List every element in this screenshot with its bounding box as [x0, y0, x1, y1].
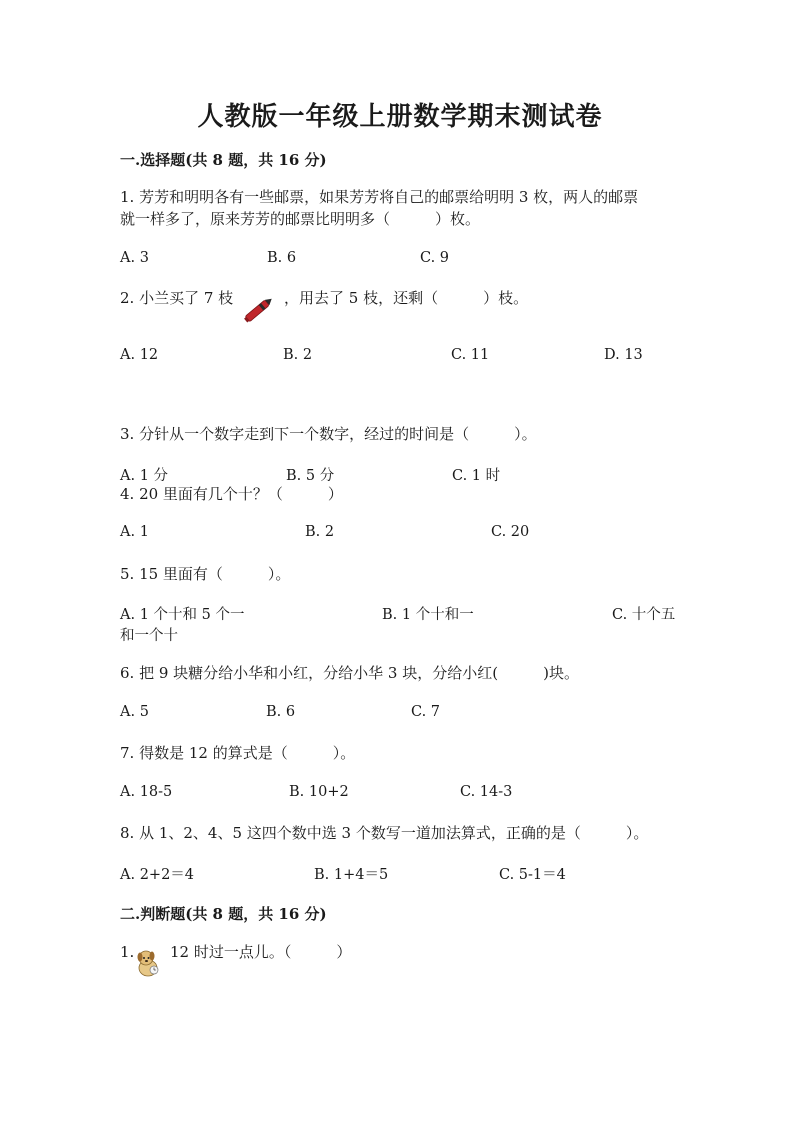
question-6-text: 6. 把 9 块糖分给小华和小红，分给小华 3 块，分给小红( )块。	[120, 664, 579, 682]
question-1-option-c[interactable]: C. 9	[420, 250, 450, 266]
question-5-option-a[interactable]: A. 1 个十和 5 个一	[120, 607, 245, 623]
question-2-option-b[interactable]: B. 2	[283, 347, 313, 363]
judge-question-1-text: 12 时过一点儿。（ ）	[170, 943, 352, 961]
question-4-text: 4. 20 里面有几个十？（ ）	[120, 485, 343, 503]
question-1-option-a[interactable]: A. 3	[120, 250, 149, 266]
question-2-option-d[interactable]: D. 13	[604, 347, 643, 363]
question-1-line-2: 就一样多了，原来芳芳的邮票比明明多（ ）枚。	[120, 210, 481, 228]
question-2-text-before: 2. 小兰买了 7 枝	[120, 289, 234, 307]
question-2-text-after: ，用去了 5 枝，还剩（ ）枝。	[284, 289, 529, 307]
red-pen-icon	[240, 290, 278, 330]
question-3-text: 3. 分针从一个数字走到下一个数字，经过的时间是（ ）。	[120, 425, 537, 443]
section-heading-choice: 一.选择题(共 8 题，共 16 分)	[120, 151, 327, 169]
question-1-line-1: 1. 芳芳和明明各有一些邮票，如果芳芳将自己的邮票给明明 3 枚，两人的邮票	[120, 188, 639, 206]
question-7-text: 7. 得数是 12 的算式是（ ）。	[120, 744, 356, 762]
question-4-option-c[interactable]: C. 20	[491, 524, 530, 540]
question-3-option-c[interactable]: C. 1 时	[452, 468, 501, 484]
question-5-option-c-wrap: 和一个十	[120, 628, 178, 644]
question-3-option-b[interactable]: B. 5 分	[286, 468, 335, 484]
question-2-option-a[interactable]: A. 12	[120, 347, 159, 363]
question-1-option-b[interactable]: B. 6	[267, 250, 297, 266]
question-5-text: 5. 15 里面有（ ）。	[120, 565, 291, 583]
question-6-option-b[interactable]: B. 6	[266, 704, 296, 720]
question-7-option-c[interactable]: C. 14-3	[460, 784, 513, 800]
question-7-option-b[interactable]: B. 10+2	[289, 784, 349, 800]
question-2-option-c[interactable]: C. 11	[451, 347, 490, 363]
question-8-option-b[interactable]: B. 1+4＝5	[314, 867, 389, 883]
question-6-option-c[interactable]: C. 7	[411, 704, 441, 720]
question-7-option-a[interactable]: A. 18-5	[120, 784, 173, 800]
question-5-option-b[interactable]: B. 1 个十和一	[382, 607, 474, 623]
question-8-text: 8. 从 1、2、4、5 这四个数中选 3 个数写一道加法算式，正确的是（ ）。	[120, 824, 649, 842]
question-6-option-a[interactable]: A. 5	[120, 704, 149, 720]
section-heading-judgement: 二.判断题(共 8 题，共 16 分)	[120, 905, 327, 923]
question-8-option-a[interactable]: A. 2+2＝4	[120, 867, 195, 883]
judge-question-1-number: 1.	[120, 943, 135, 961]
question-4-option-b[interactable]: B. 2	[305, 524, 335, 540]
puppy-clock-icon	[134, 948, 162, 978]
question-3-option-a[interactable]: A. 1 分	[120, 468, 169, 484]
question-5-option-c[interactable]: C. 十个五	[612, 607, 676, 623]
question-4-option-a[interactable]: A. 1	[120, 524, 149, 540]
page-title: 人教版一年级上册数学期末测试卷	[197, 102, 603, 132]
question-8-option-c[interactable]: C. 5-1＝4	[499, 867, 566, 883]
